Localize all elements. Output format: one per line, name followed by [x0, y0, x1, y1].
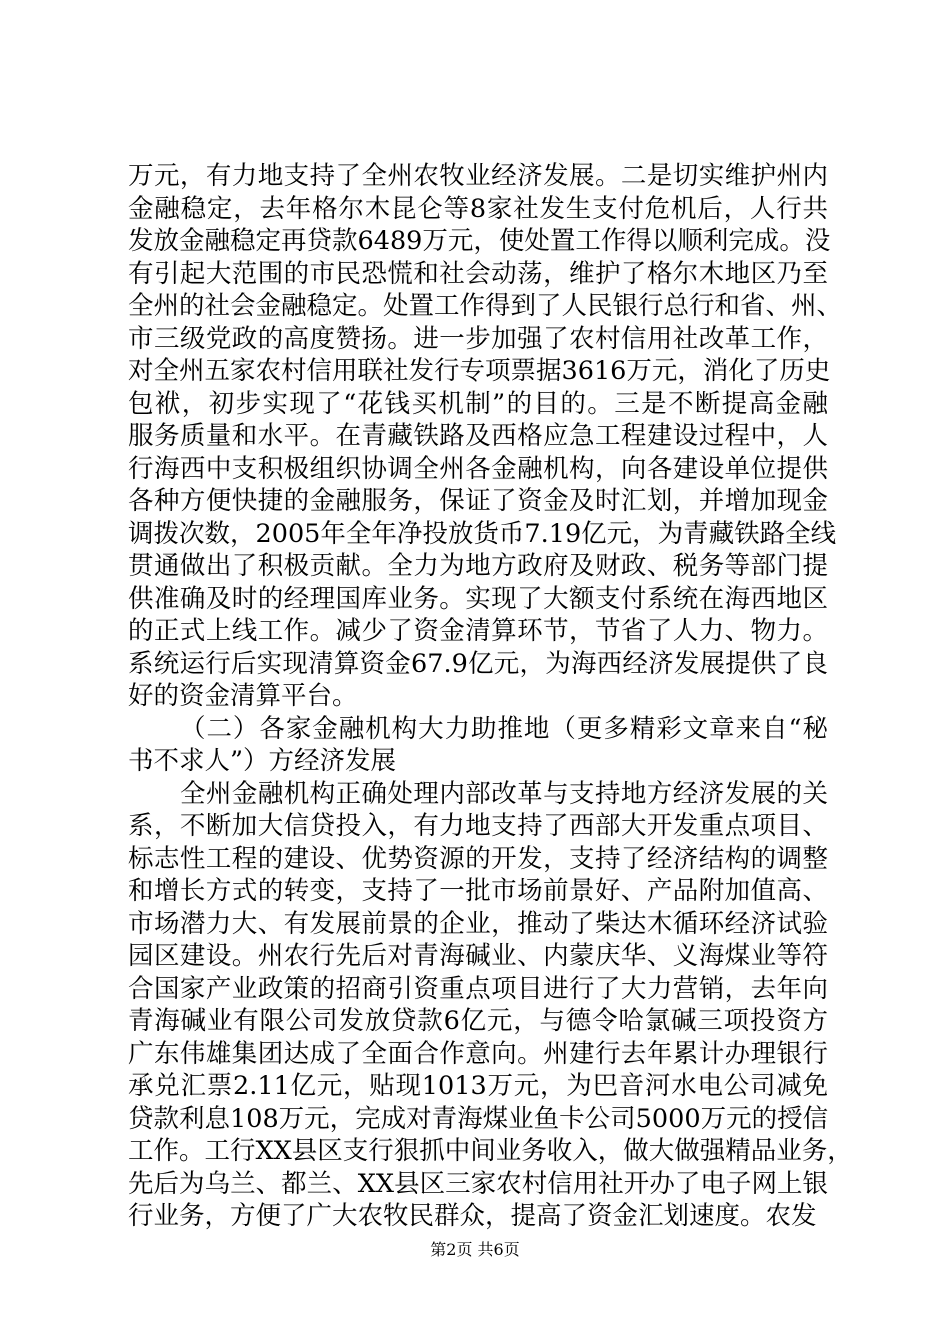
- text-line: 发放金融稳定再贷款6489万元，使处置工作得以顺利完成。没: [128, 226, 831, 256]
- text-line: 万元，有力地支持了全州农牧业经济发展。二是切实维护州内: [128, 161, 828, 191]
- text-line: 园区建设。州农行先后对青海碱业、内蒙庆华、义海煤业等符: [128, 941, 828, 971]
- page-footer: [0, 1240, 950, 1260]
- text-line: （二）各家金融机构大力助推地（更多精彩文章来自“秘: [180, 713, 828, 744]
- text-line: 贷款利息108万元，完成对青海煤业鱼卡公司5000万元的授信: [128, 1103, 829, 1134]
- text-line: 贯通做出了积极贡献。全力为地方政府及财政、税务等部门提: [128, 551, 828, 581]
- text-line: 金融稳定，去年格尔木昆仑等8家社发生支付危机后，人行共: [128, 193, 828, 224]
- text-line: 好的资金清算平台。: [128, 681, 358, 711]
- page-number-label: 第2页 共6页: [430, 1240, 520, 1259]
- text-line: 市场潜力大、有发展前景的企业，推动了柴达木循环经济试验: [128, 908, 828, 939]
- text-line: 和增长方式的转变，支持了一批市场前景好、产品附加值高、: [128, 876, 828, 906]
- text-line: 广东伟雄集团达成了全面合作意向。州建行去年累计办理银行: [128, 1038, 828, 1069]
- paragraph-1: [128, 160, 843, 713]
- text-line: 标志性工程的建设、优势资源的开发，支持了经济结构的调整: [128, 843, 828, 874]
- text-line: 合国家产业政策的招商引资重点项目进行了大力营销，去年向: [128, 973, 828, 1004]
- text-line: 全州的社会金融稳定。处置工作得到了人民银行总行和省、州、: [128, 291, 843, 321]
- text-line: 全州金融机构正确处理内部改革与支持地方经济发展的关: [180, 778, 828, 809]
- text-line: 有引起大范围的市民恐慌和社会动荡，维护了格尔木地区乃至: [128, 258, 828, 289]
- text-line: 调拨次数，2005年全年净投放货币7.19亿元，为青藏铁路全线: [128, 518, 837, 549]
- text-line: 对全州五家农村信用联社发行专项票据3616万元，消化了历史: [128, 356, 831, 386]
- text-line: 供准确及时的经理国库业务。实现了大额支付系统在海西地区: [128, 583, 828, 614]
- text-line: 系统运行后实现清算资金67.9亿元，为海西经济发展提供了良: [128, 648, 828, 679]
- text-line: 行业务，方便了广大农牧民群众，提高了资金汇划速度。农发: [128, 1201, 817, 1231]
- text-line: 书不求人”）方经济发展: [128, 746, 397, 776]
- text-line: 工作。工行XX县区支行狠抓中间业务收入，做大做强精品业务，: [128, 1136, 853, 1166]
- paragraph-3: [128, 778, 853, 1233]
- text-line: 承兑汇票2.11亿元，贴现1013万元，为巴音河水电公司减免: [128, 1071, 828, 1101]
- text-line: 的正式上线工作。减少了资金清算环节，节省了人力、物力。: [128, 616, 828, 646]
- text-line: 包袱，初步实现了“花钱买机制”的目的。三是不断提高金融: [128, 388, 828, 419]
- text-line: 行海西中支积极组织协调全州各金融机构，向各建设单位提供: [128, 453, 828, 484]
- text-line: 系，不断加大信贷投入，有力地支持了西部大开发重点项目、: [128, 811, 828, 841]
- document-body: [128, 160, 853, 1233]
- text-line: 市三级党政的高度赞扬。进一步加强了农村信用社改革工作，: [128, 323, 828, 354]
- text-line: 各种方便快捷的金融服务，保证了资金及时汇划，并增加现金: [128, 486, 828, 516]
- paragraph-2-heading: [128, 713, 828, 778]
- text-line: 青海碱业有限公司发放贷款6亿元，与德令哈氯碱三项投资方: [128, 1006, 828, 1036]
- text-line: 服务质量和水平。在青藏铁路及西格应急工程建设过程中，人: [128, 421, 828, 451]
- text-line: 先后为乌兰、都兰、XX县区三家农村信用社开办了电子网上银: [128, 1168, 828, 1199]
